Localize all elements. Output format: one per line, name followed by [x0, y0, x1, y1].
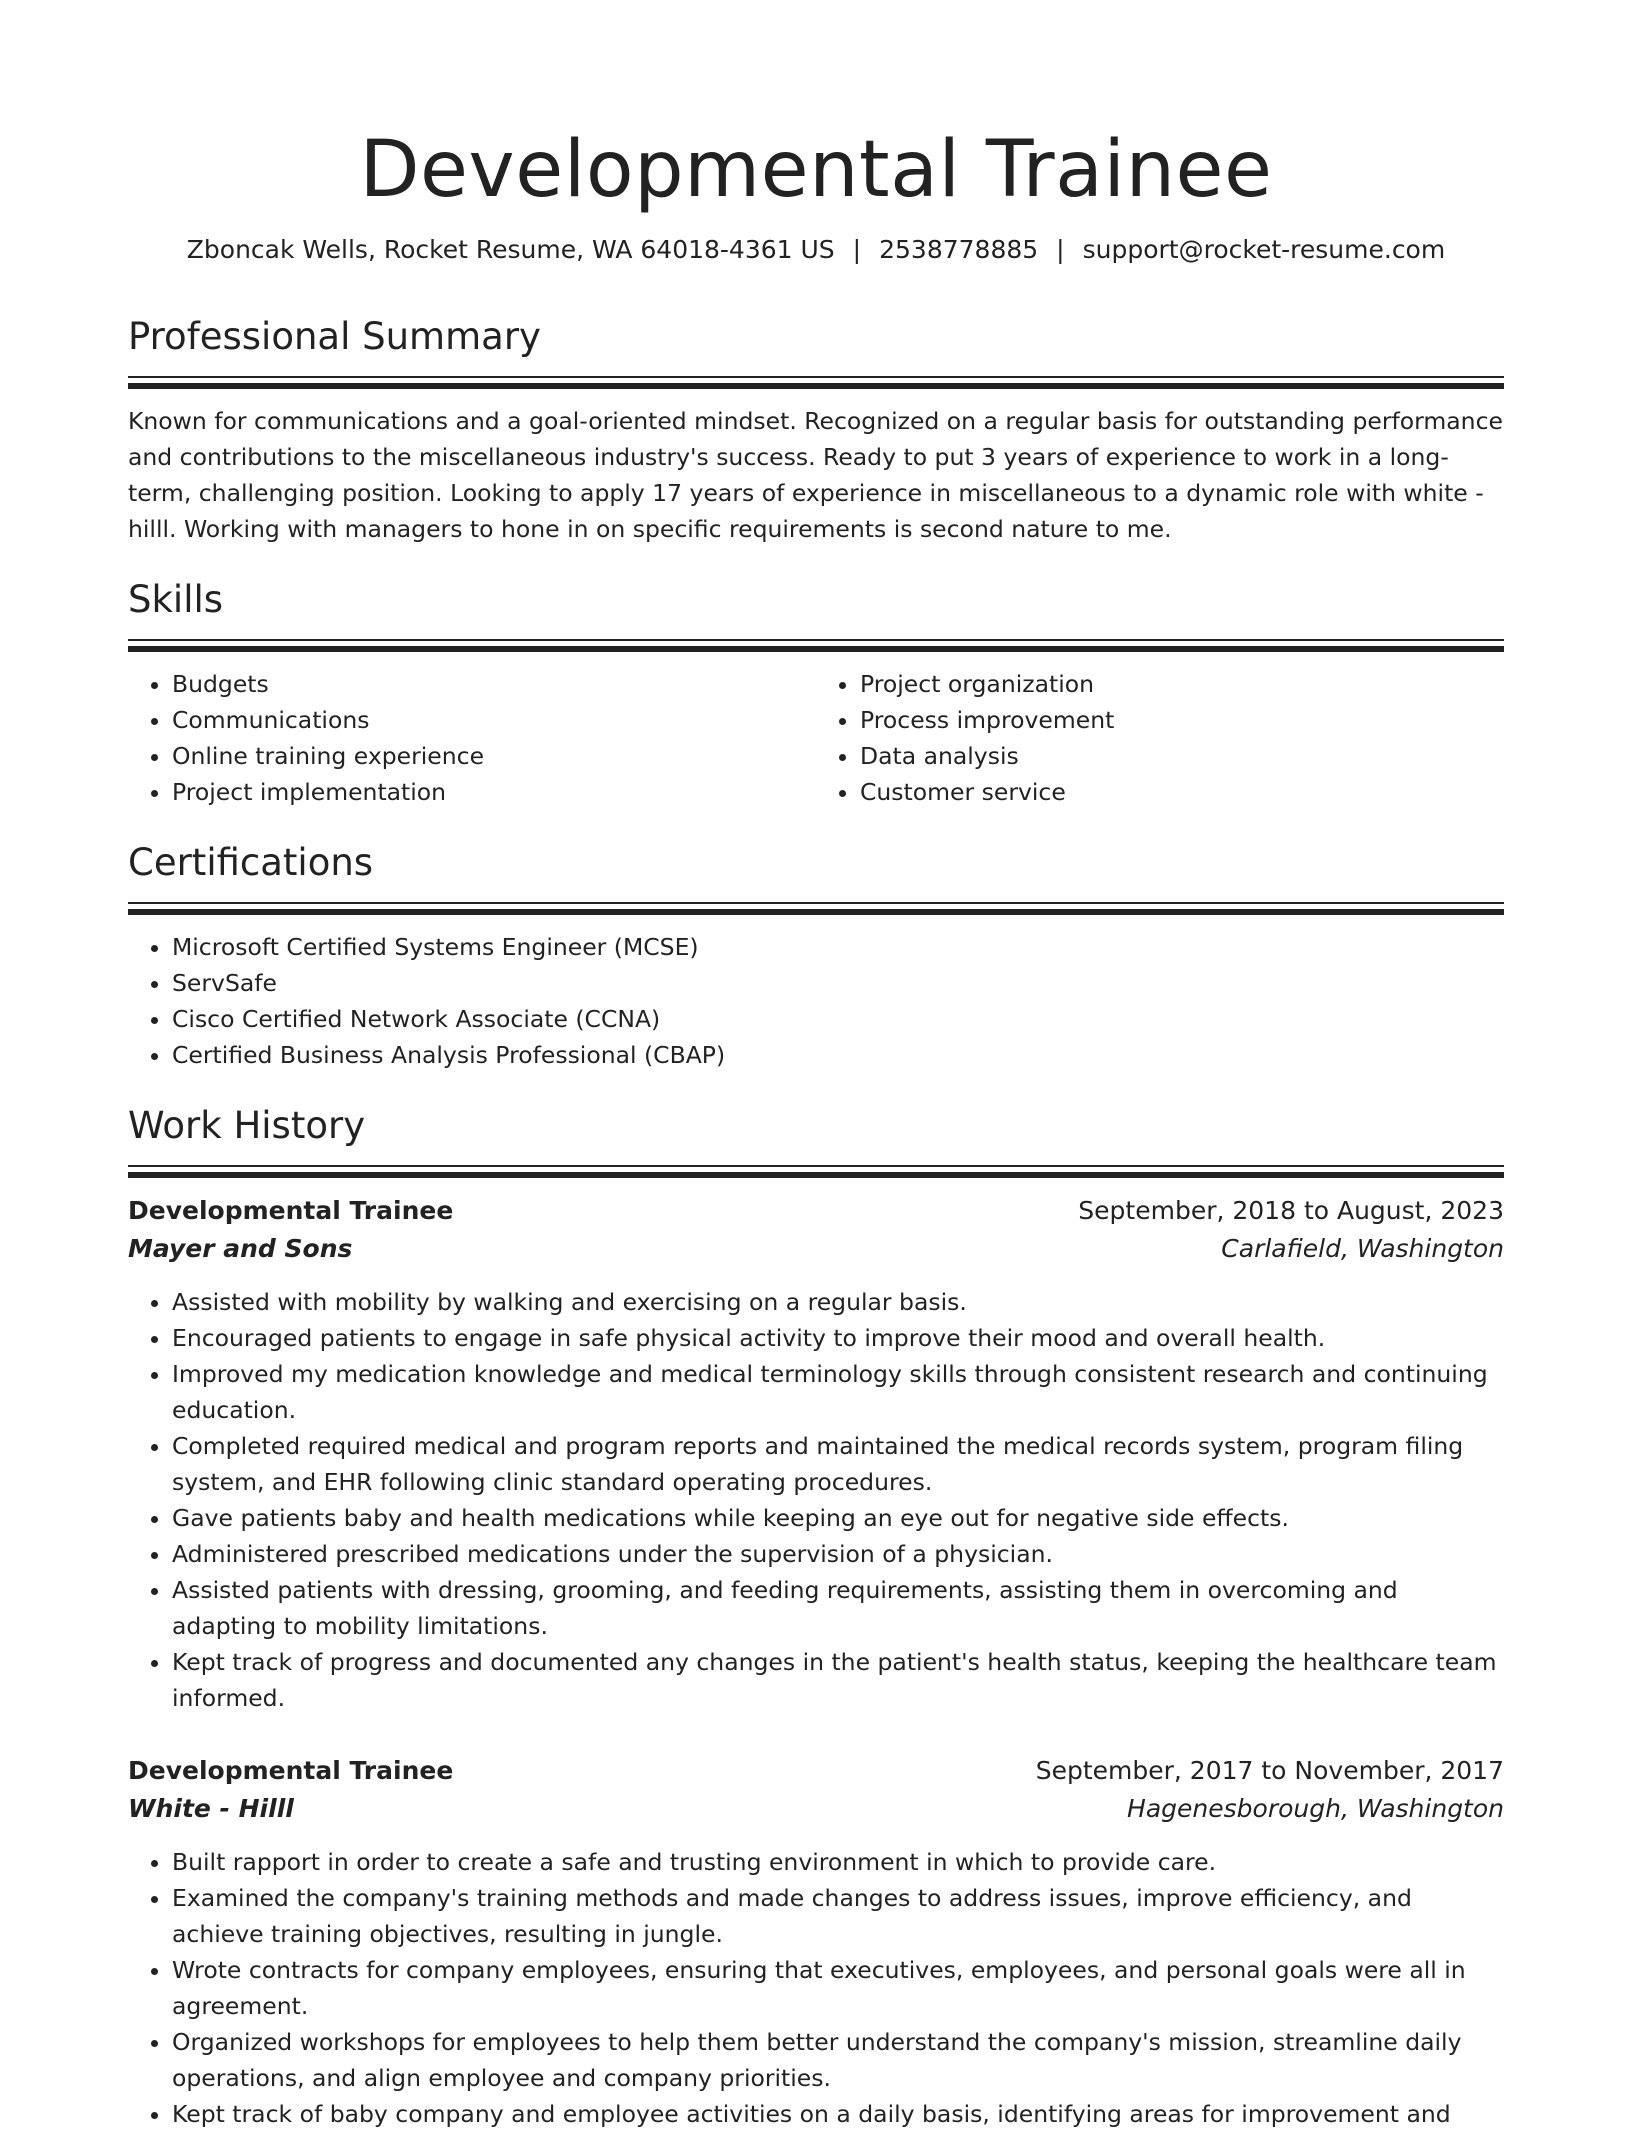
job-bullet: • Kept track of baby company and employee activities on a daily basis, identifying areas for improvement and	[172, 2096, 1504, 2132]
section-divider	[128, 1165, 1504, 1178]
job-bullet: • Wrote contracts for company employees, ensuring that executives, employees, and personal goals were all in agreement.	[172, 1952, 1504, 2024]
job-subheader-row	[128, 1790, 1504, 1828]
job-location: Carlafield, Washington	[1221, 1234, 1504, 1263]
job-company: White - Hilll	[128, 1794, 294, 1823]
job-bullet: • Assisted patients with dressing, grooming, and feeding requirements, assisting them in overcoming and adapting to mobility limitations.	[172, 1572, 1504, 1644]
job-bullet: • Organized workshops for employees to help them better understand the company's mission, streamline daily operations, and align employee and company priorities.	[172, 2024, 1504, 2096]
job-bullet: • Gave patients baby and health medications while keeping an eye out for negative side effects.	[172, 1500, 1504, 1536]
summary-text: Known for communications and a goal-oriented mindset. Recognized on a regular basis for outstanding performance and contributions to the miscellaneous industry's success. Ready to put 3 years of experience to work in a long-term, challenging position. Looking to apply 17 years of experience in miscellaneous to a dynamic role with white - hilll. Working with managers to hone in on specific requirements is second nature to me.	[128, 407, 1503, 543]
summary-section	[128, 312, 1504, 547]
certifications-heading: Certifications	[128, 841, 374, 884]
contact-phone: 2538778885	[879, 235, 1039, 264]
contact-separator: |	[1056, 235, 1065, 264]
section-divider	[128, 376, 1504, 389]
skills-heading: Skills	[128, 578, 224, 621]
certifications-list	[128, 929, 1504, 1073]
skills-section	[128, 575, 1504, 810]
skill-item: • Process improvement	[860, 702, 1504, 738]
skill-item: • Communications	[172, 702, 816, 738]
job-bullets	[128, 1844, 1504, 2132]
job-title: Developmental Trainee	[128, 1196, 454, 1225]
work-history-section	[128, 1101, 1504, 2132]
skill-item: • Customer service	[860, 774, 1504, 810]
skill-item: • Project implementation	[172, 774, 816, 810]
contact-address: Zboncak Wells, Rocket Resume, WA 64018-4361 US	[186, 235, 835, 264]
job-bullet: • Assisted with mobility by walking and exercising on a regular basis.	[172, 1284, 1504, 1320]
certification-item: • Microsoft Certified Systems Engineer (MCSE)	[172, 929, 1504, 965]
contact-email: support@rocket-resume.com	[1082, 235, 1446, 264]
job-location: Hagenesborough, Washington	[1127, 1794, 1504, 1823]
job-bullets	[128, 1284, 1504, 1716]
job-bullet: • Administered prescribed medications under the supervision of a physician.	[172, 1536, 1504, 1572]
job-entry	[128, 1752, 1504, 2132]
job-header-row	[128, 1752, 1504, 1790]
job-header-row	[128, 1192, 1504, 1230]
job-subheader-row	[128, 1230, 1504, 1268]
work-history-heading: Work History	[128, 1104, 366, 1147]
certification-item: • ServSafe	[172, 965, 1504, 1001]
job-bullet: • Built rapport in order to create a safe and trusting environment in which to provide care.	[172, 1844, 1504, 1880]
skill-item: • Online training experience	[172, 738, 816, 774]
job-dates: September, 2017 to November, 2017	[1035, 1756, 1504, 1785]
summary-heading: Professional Summary	[128, 315, 541, 358]
job-bullet: • Encouraged patients to engage in safe physical activity to improve their mood and overall health.	[172, 1320, 1504, 1356]
job-dates: September, 2018 to August, 2023	[1078, 1196, 1504, 1225]
job-bullet: • Improved my medication knowledge and medical terminology skills through consistent research and continuing education.	[172, 1356, 1504, 1428]
certification-item: • Certified Business Analysis Professional (CBAP)	[172, 1037, 1504, 1073]
section-divider	[128, 902, 1504, 915]
job-company: Mayer and Sons	[128, 1234, 353, 1263]
skill-item: • Project organization	[860, 666, 1504, 702]
resume-title: Developmental Trainee	[359, 125, 1273, 215]
certifications-section	[128, 838, 1504, 1073]
job-title: Developmental Trainee	[128, 1756, 454, 1785]
skills-right-list	[816, 666, 1504, 810]
skill-item: • Data analysis	[860, 738, 1504, 774]
contact-separator: |	[852, 235, 862, 264]
job-bullet: • Kept track of progress and documented any changes in the patient's health status, keeping the healthcare team informed.	[172, 1644, 1504, 1716]
skill-item: • Budgets	[172, 666, 816, 702]
skills-left-list	[128, 666, 816, 810]
job-entry	[128, 1192, 1504, 1716]
skills-grid	[128, 666, 1504, 810]
job-bullet: • Examined the company's training methods and made changes to address issues, improve efficiency, and achieve training objectives, resulting in jungle.	[172, 1880, 1504, 1952]
certification-item: • Cisco Certified Network Associate (CCNA)	[172, 1001, 1504, 1037]
contact-line	[128, 232, 1504, 268]
job-bullet: • Completed required medical and program reports and maintained the medical records system, program filing system, and EHR following clinic standard operating procedures.	[172, 1428, 1504, 1500]
section-divider	[128, 639, 1504, 652]
